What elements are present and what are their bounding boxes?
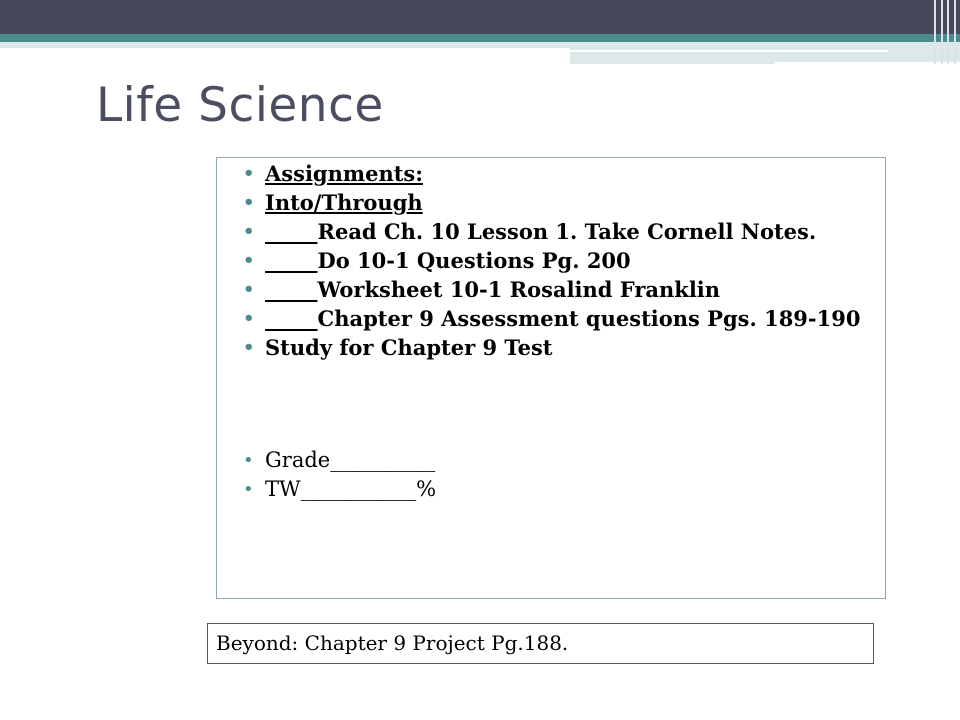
list-item [241,249,861,272]
grade-line [241,449,861,472]
list-item [241,162,861,185]
list-item-text: Study for Chapter 9 Test [265,335,553,360]
bullet-icon: • [243,221,255,242]
list-item [241,220,861,243]
tw-text: TW___________% [265,477,437,501]
assignments-box [216,157,886,599]
bullet-icon: • [243,163,255,184]
list-item [241,336,861,359]
bullet-icon: • [243,337,255,358]
bullet-icon: • [243,192,255,213]
list-item-text: _____Chapter 9 Assessment questions Pgs. 189-190 [265,306,861,331]
beyond-box: Beyond: Chapter 9 Project Pg.188. [207,623,874,664]
bullet-icon: • [243,250,255,271]
list-item-text: Assignments: [265,161,423,186]
list-item-text: _____Read Ch. 10 Lesson 1. Take Cornell Notes. [265,219,817,244]
slide-title: Life Science [96,78,384,133]
list-item-text: _____Worksheet 10-1 Rosalind Franklin [265,277,721,302]
bullet-icon: • [243,479,254,500]
header-teal-band [0,34,960,42]
tw-line [241,478,861,501]
header-light-band-right [570,42,960,64]
list-item [241,191,861,214]
header-light-band-left [0,42,570,48]
list-item-text: Into/Through [265,190,423,215]
bullet-icon: • [243,450,254,471]
grade-text: Grade__________ [265,448,436,472]
list-item [241,278,861,301]
header-dark-band [0,0,960,34]
header-vertical-stripes [930,0,960,64]
assignments-list [241,162,861,507]
list-item-text: _____Do 10-1 Questions Pg. 200 [265,248,631,273]
bullet-icon: • [243,279,255,300]
bullet-icon: • [243,308,255,329]
header-decoration [0,0,960,64]
header-white-line [570,50,888,52]
list-item [241,307,861,330]
